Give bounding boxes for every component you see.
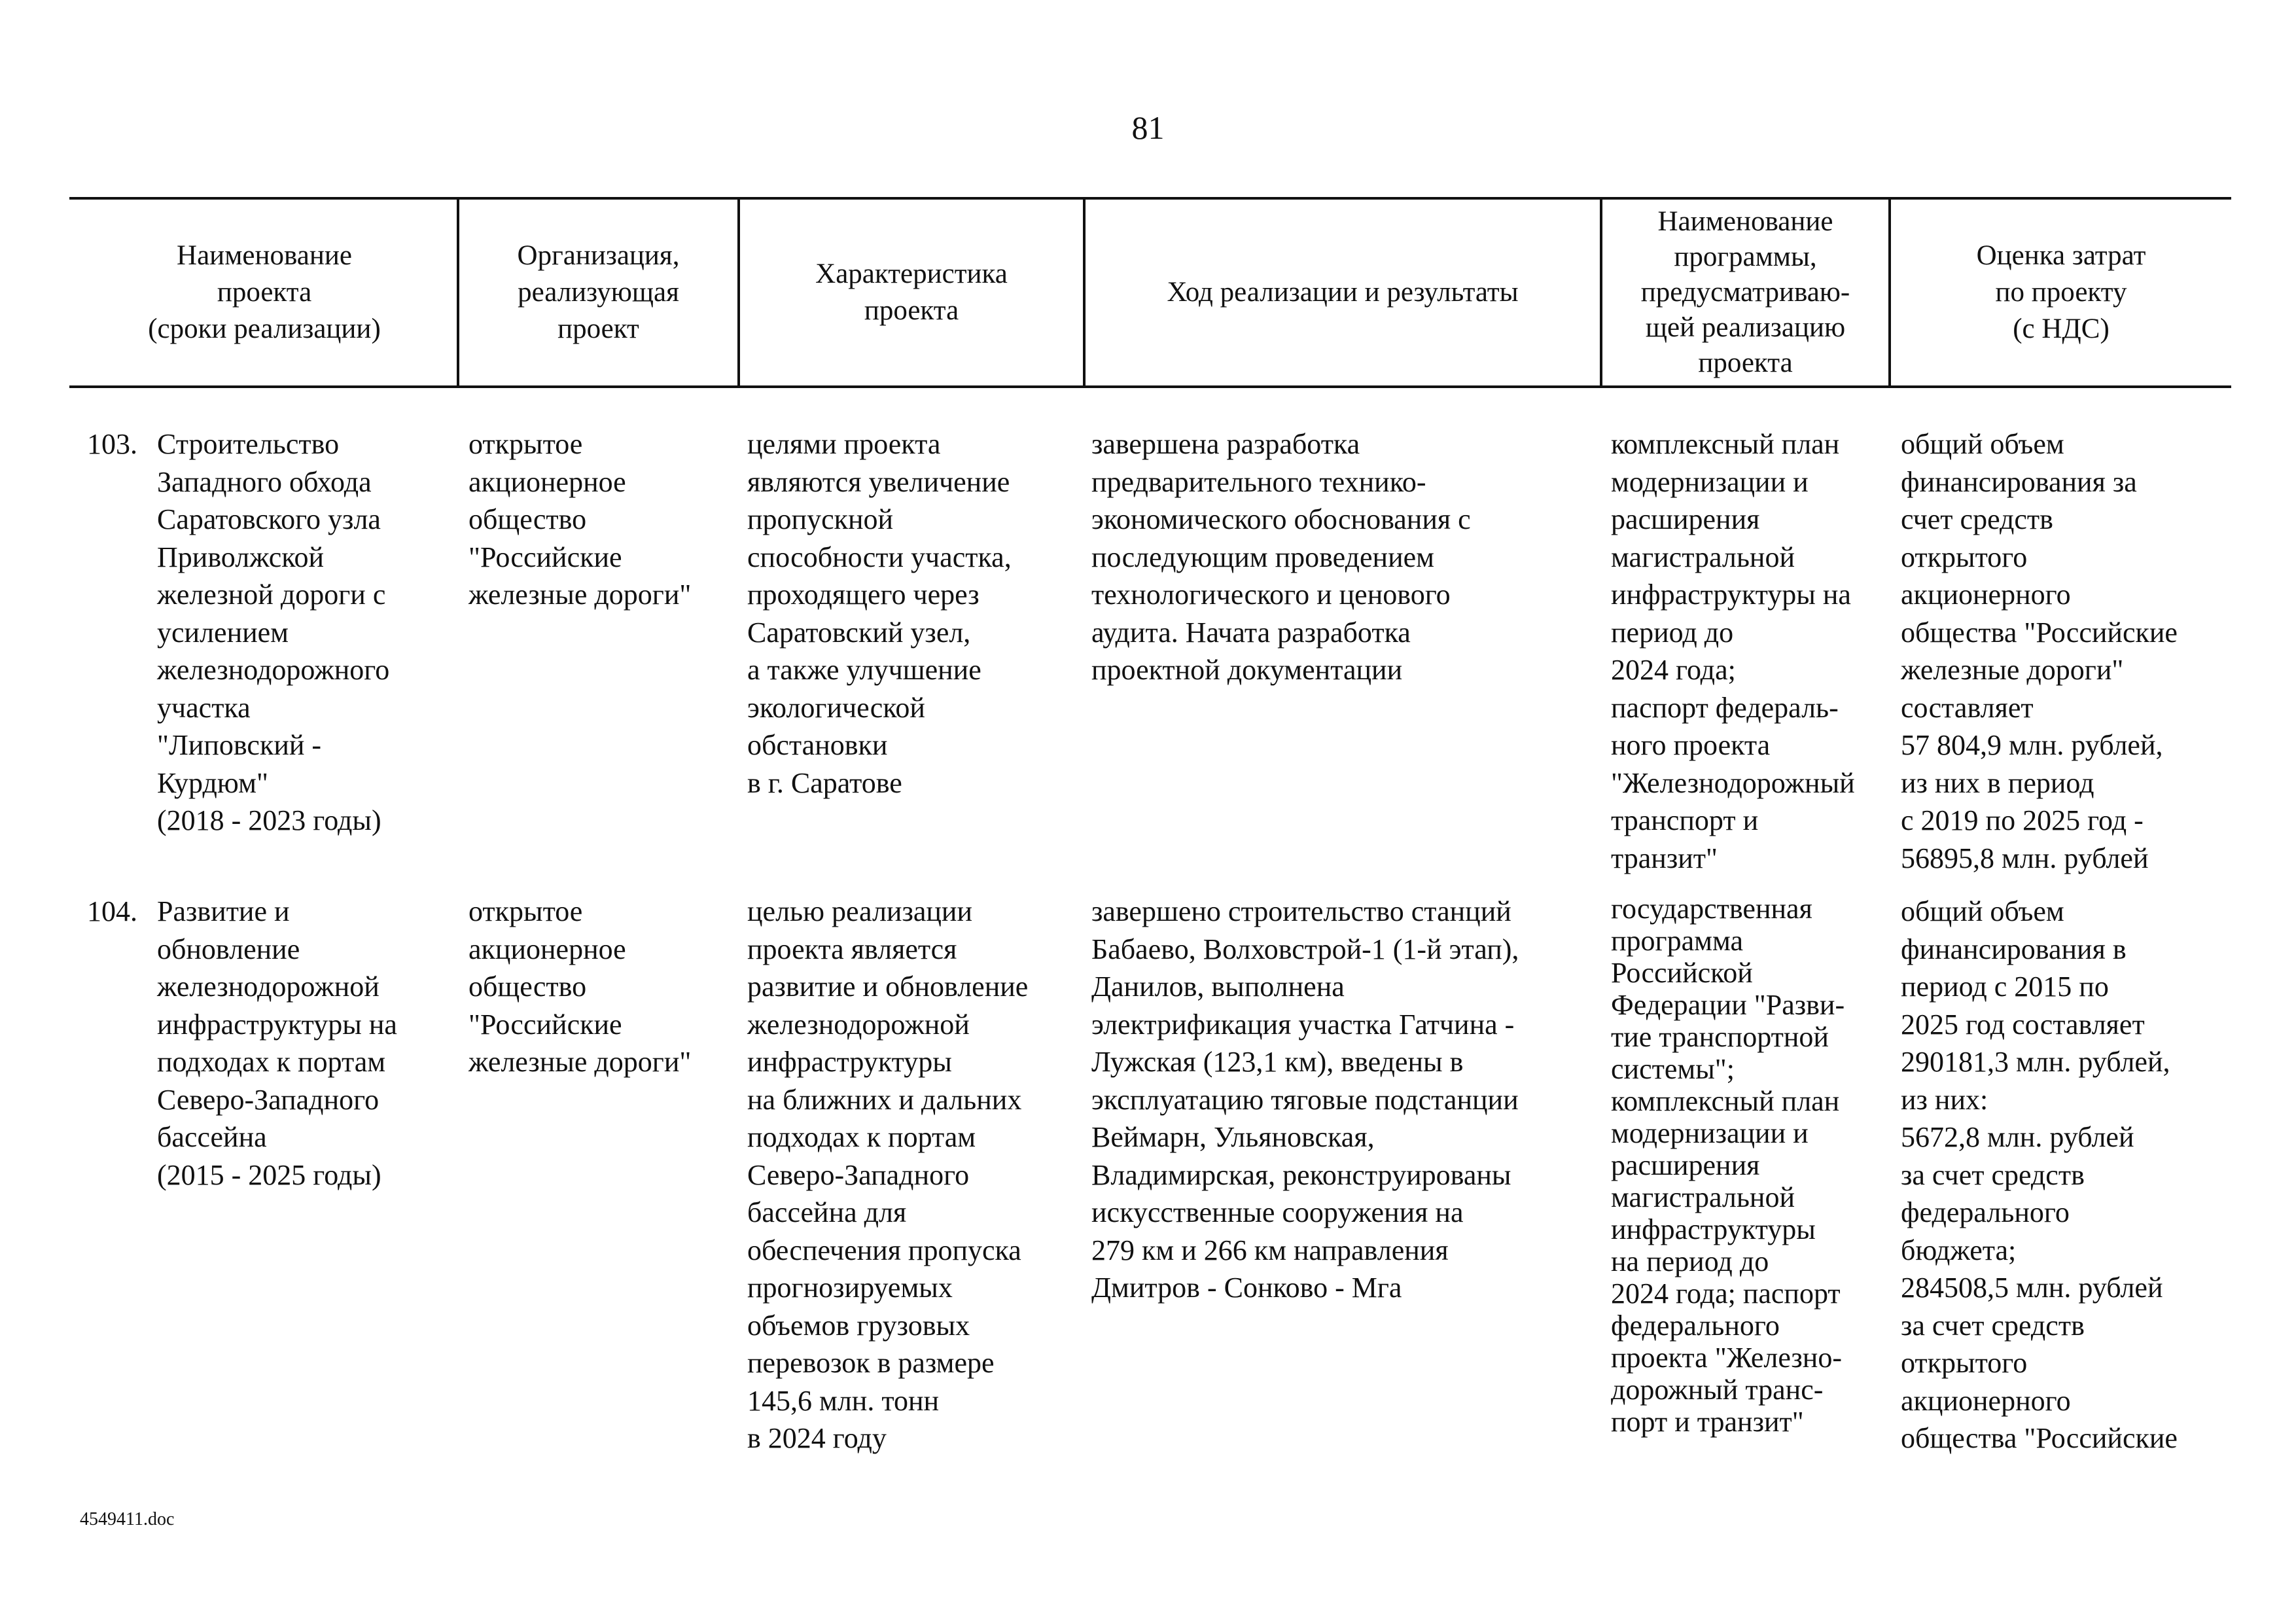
row-project-name: Строительство Западного обхода Саратовского узла Приволжской железной дороги с усилением железнодорожного участка "Липовский - Курдюм" (2018 - 2023 годы) bbox=[157, 428, 390, 836]
table-header-bottom-rule bbox=[69, 385, 2231, 388]
row-program: государственная программа Российской Федерации "Разви- тие транспортной системы"; комплексный план модернизации и расширения магистральной инфраструктуры на период до 2024 года; паспорт федерального проекта "Железно- дорожный транс- порт и транзит" bbox=[1611, 893, 1845, 1438]
row-program: комплексный план модернизации и расширения магистральной инфраструктуры на период до 2024 года; паспорт федераль- ного проекта "Железнодорожный транспорт и транзит" bbox=[1611, 428, 1855, 874]
row-organization: открытое акционерное общество "Российские железные дороги" bbox=[468, 428, 692, 611]
row-organization: открытое акционерное общество "Российские железные дороги" bbox=[468, 895, 692, 1078]
header-organization: Организация, реализующая проект bbox=[517, 240, 680, 344]
row-number: 104. bbox=[87, 895, 137, 927]
footer-doc-id: 4549411.doc bbox=[80, 1509, 175, 1529]
row-progress: завершена разработка предварительного технико- экономического обоснования с последующим проведением технологического и ценового аудита. Начата разработка проектной документации bbox=[1091, 428, 1471, 686]
row-progress: завершено строительство станций Бабаево, Волховстрой-1 (1-й этап), Данилов, выполнена электрификация участка Гатчина - Лужская (123,1 км), введены в эксплуатацию тяговые подстанции Веймарн, Ульяновская, Владимирская, реконструированы искусственные сооружения на 279 км и 266 км направления Дмитров - Сонково - Мга bbox=[1091, 895, 1519, 1304]
row-cost: общий объем финансирования за счет средств открытого акционерного общества "Российские железные дороги" составляет 57 804,9 млн. рублей, из них в период с 2019 по 2025 год - 56895,8 млн. рублей bbox=[1901, 428, 2178, 874]
header-program: Наименование программы, предусматриваю- щей реализацию проекта bbox=[1640, 206, 1850, 378]
row-characteristic: целями проекта являются увеличение пропускной способности участка, проходящего через Саратовский узел, а также улучшение экологической обстановки в г. Саратове bbox=[747, 428, 1012, 799]
header-progress: Ход реализации и результаты bbox=[1167, 277, 1519, 308]
row-number: 103. bbox=[87, 428, 137, 460]
row-cost: общий объем финансирования в период с 2015 по 2025 год составляет 290181,3 млн. рублей, из них: 5672,8 млн. рублей за счет средств федерального бюджета; 284508,5 млн. рублей за счет средств открытого акционерного общества "Российские bbox=[1901, 895, 2178, 1454]
header-project-name: Наименование проекта (сроки реализации) bbox=[148, 240, 381, 344]
page-number: 81 bbox=[1131, 109, 1165, 146]
row-project-name: Развитие и обновление железнодорожной инфраструктуры на подходах к портам Северо-Западного бассейна (2015 - 2025 годы) bbox=[157, 895, 397, 1191]
header-characteristic: Характеристика проекта bbox=[815, 259, 1008, 326]
header-cost: Оценка затрат по проекту (с НДС) bbox=[1976, 240, 2146, 344]
row-characteristic: целью реализации проекта является развитие и обновление железнодорожной инфраструктуры на ближних и дальних подходах к портам Северо-Западного бассейна для обеспечения пропуска прогнозируемых объемов грузовых перевозок в размере 145,6 млн. тонн в 2024 году bbox=[747, 895, 1029, 1454]
